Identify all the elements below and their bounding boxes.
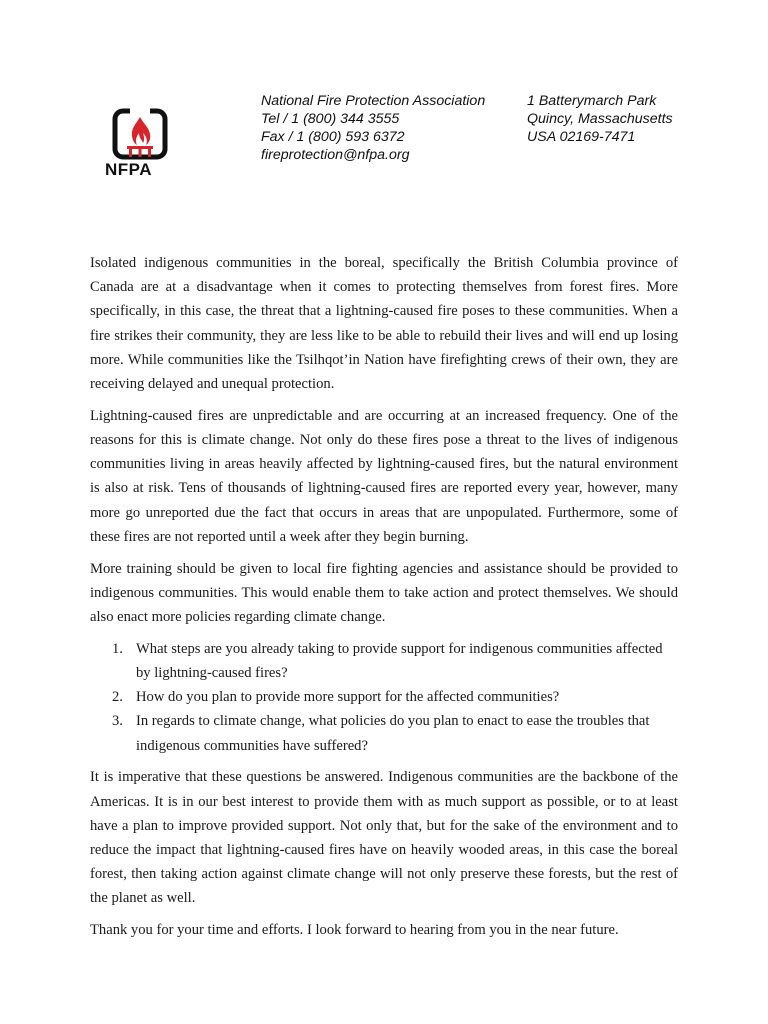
list-number: 3. bbox=[112, 713, 123, 730]
letter-body bbox=[90, 251, 678, 950]
list-number: 1. bbox=[112, 640, 123, 657]
list-item bbox=[90, 685, 678, 709]
address-street: 1 Batterymarch Park bbox=[527, 93, 657, 109]
list-text: How do you plan to provide more support for the affected communities? bbox=[136, 689, 560, 706]
org-name: National Fire Protection Association bbox=[261, 93, 486, 109]
letterhead-org bbox=[261, 92, 485, 164]
address-city: Quincy, Massachusetts bbox=[527, 111, 673, 127]
paragraph-1: Isolated indigenous communities in the boreal, specifically the British Columbia province of Canada are at a disadvantage when it comes to protecting themselves from forest fires. More specifically, in this case, the threat that a lightning-caused fire poses to these communities. When a fire strikes their community, they are less like to be able to rebuild their lives and will end up losing more. While communities like the Tsilhqot’in Nation have firefighting crews of their own, they are receiving delayed and unequal protection. bbox=[90, 255, 678, 393]
paragraph-4: It is imperative that these questions be answered. Indigenous communities are the backbone of the Americas. It is in our best interest to provide them with as much support as possible, or to at least have a plan to improve provided support. Not only that, but for the sake of the environment and to reduce the impact that lightning-caused fires have on heavily wooded areas, in this case the boreal forest, then taking action against climate change will not only preserve these forests, but the rest of the planet as well. bbox=[90, 769, 678, 907]
list-number: 2. bbox=[112, 689, 123, 706]
logo-text: NFPA bbox=[105, 160, 153, 179]
letterhead-address bbox=[527, 92, 673, 146]
org-tel: Tel / 1 (800) 344 3555 bbox=[261, 111, 400, 127]
org-email: fireprotection@nfpa.org bbox=[261, 147, 410, 163]
questions-list bbox=[90, 637, 678, 758]
list-item bbox=[90, 709, 678, 757]
org-fax: Fax / 1 (800) 593 6372 bbox=[261, 129, 405, 145]
paragraph-2: Lightning-caused fires are unpredictable and are occurring at an increased frequency. One of the reasons for this is climate change. Not only do these fires pose a threat to the lives of indigenous communities living in areas heavily affected by lightning-caused fires, but the natural environment is also at risk. Tens of thousands of lightning-caused fires are reported every year, however, many more go unreported due the fact that occurs in areas that are unpopulated. Furthermore, some of these fires are not reported until a week after they begin burning. bbox=[90, 407, 678, 545]
nfpa-logo bbox=[105, 108, 175, 182]
list-item bbox=[90, 637, 678, 685]
flame-logo-icon bbox=[105, 108, 175, 160]
list-text: In regards to climate change, what policies do you plan to enact to ease the troubles that indigenous communities have suffered? bbox=[136, 713, 650, 754]
paragraph-3: More training should be given to local fire fighting agencies and assistance should be provided to indigenous communities. This would enable them to take action and protect themselves. We should also enact more policies regarding climate change. bbox=[90, 560, 678, 626]
address-country: USA 02169-7471 bbox=[527, 129, 636, 145]
paragraph-5: Thank you for your time and efforts. I look forward to hearing from you in the near future. bbox=[90, 922, 619, 939]
list-text: What steps are you already taking to provide support for indigenous communities affected by lightning-caused fires? bbox=[136, 640, 663, 682]
